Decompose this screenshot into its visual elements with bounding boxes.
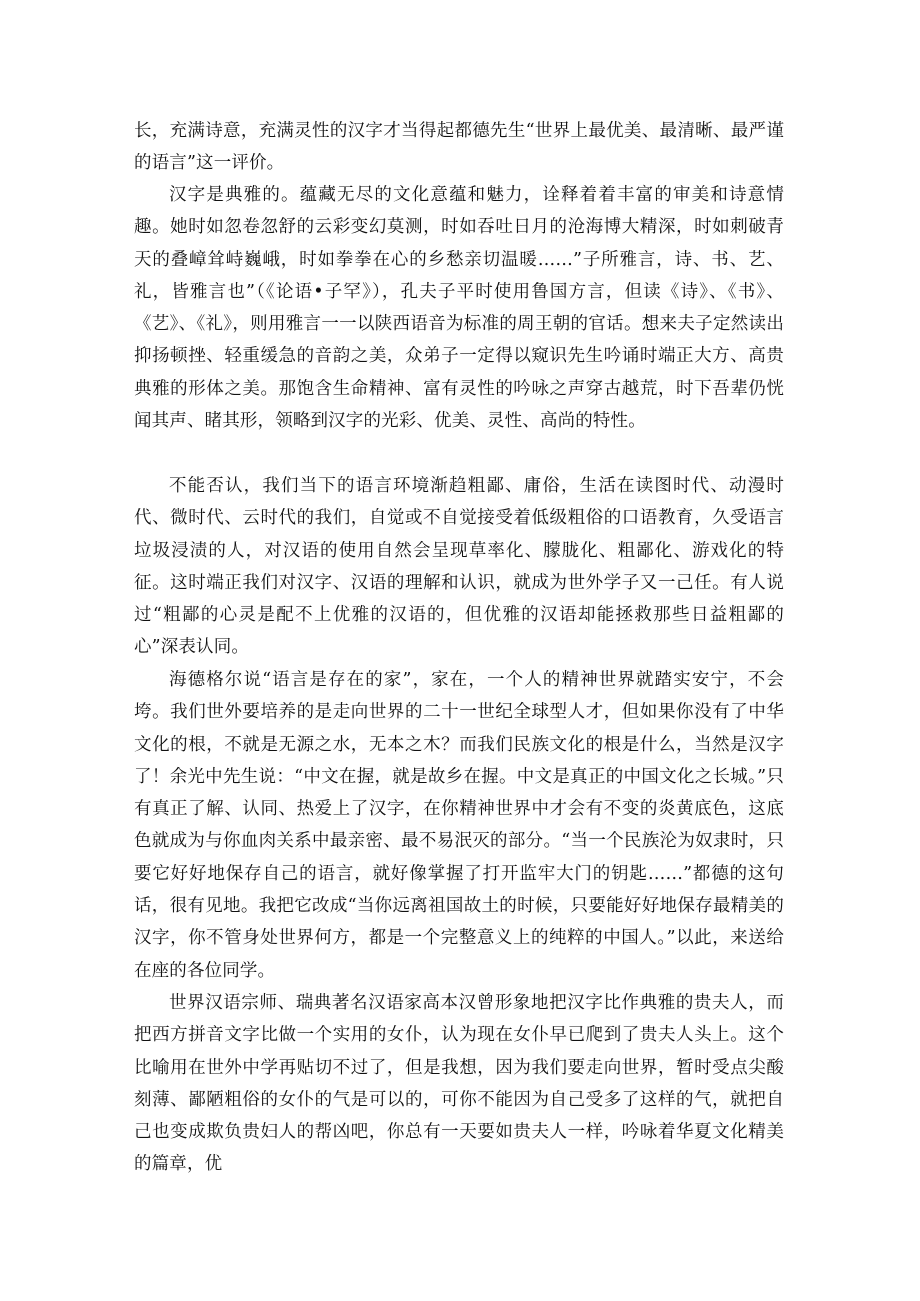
paragraph-karlgren-analogy: 世界汉语宗师、瑞典著名汉语家高本汉曾形象地把汉字比作典雅的贵夫人，而把西方拼音文字比做一个实用的女仆，认为现在女仆早已爬到了贵夫人头上。这个比喻用在世外中学再贴切不过了，但是我想，因为我们要走向世界，暂时受点尖酸刻薄、鄙陋粗俗的女仆的气是可以的，可你不能因为自己受多了这样的气，就把自己也变成欺负贵妇人的帮凶吧，你总有一天要如贵夫人一样，吟咏着华夏文化精美的篇章，优 (134, 993, 784, 1175)
paragraph-language-home: 海德格尔说“语言是存在的家”，家在，一个人的精神世界就踏实安宁，不会垮。我们世外要培养的是走向世界的二十一世纪全球型人才，但如果你没有了中华文化的根，不就是无源之水，无本之木？而我们民族文化的根是什么，当然是汉字了！余光中先生说：“中文在握，就是故乡在握。中文是真正的中国文化之长城。”只有真正了解、认同、热爱上了汉字，在你精神世界中才会有不变的炎黄底色，这底色就成为与你血肉关系中最亲密、最不易泯灭的部分。“当一个民族沦为奴隶时，只要它好好地保存自己的语言，就好像掌握了打开监牢大门的钥匙……”都德的这句话，很有见地。我把它改成“当你远离祖国故土的时候，只要能好好地保存最精美的汉字，你不管身处世界何方，都是一个完整意义上的纯粹的中国人。”以此，来送给在座的各位同学。 (134, 670, 784, 981)
paragraph-hanzi-elegance: 汉字是典雅的。蕴藏无尽的文化意蕴和魅力，诠释着着丰富的审美和诗意情趣。她时如忽卷忽舒的云彩变幻莫测，时如吞吐日月的沧海博大精深，时如刺破青天的叠嶂耸峙巍峨，时如拳拳在心的乡愁亲切温暖……”子所雅言，诗、书、艺、礼，皆雅言也”（《论语•子罕》），孔夫子平时使用鲁国方言，但读《诗》、《书》、《艺》、《礼》，则用雅言一一以陕西语音为标准的周王朝的官话。想来夫子定然读出抑扬顿挫、轻重缓急的音韵之美，众弟子一定得以窥识先生吟诵时端正大方、高贵典雅的形体之美。那饱含生命精神、富有灵性的吟咏之声穿古越荒，时下吾辈仍恍闻其声、睹其形，领略到汉字的光彩、优美、灵性、高尚的特性。 (134, 185, 784, 432)
paragraph-language-environment: 不能否认，我们当下的语言环境渐趋粗鄙、庸俗，生活在读图时代、动漫时代、微时代、云时代的我们，自觉或不自觉接受着低级粗俗的口语教育，久受语言垃圾浸渍的人，对汉语的使用自然会呈现草率化、朦胧化、粗鄙化、游戏化的特征。这时端正我们对汉字、汉语的理解和认识，就成为世外学子又一己任。有人说过“粗鄙的心灵是配不上优雅的汉语的，但优雅的汉语却能拯救那些日益粗鄙的心”深表认同。 (134, 476, 784, 658)
paragraph-continuation: 长，充满诗意，充满灵性的汉字才当得起都德先生“世界上最优美、最清晰、最严谨的语言”这一评价。 (134, 121, 784, 174)
